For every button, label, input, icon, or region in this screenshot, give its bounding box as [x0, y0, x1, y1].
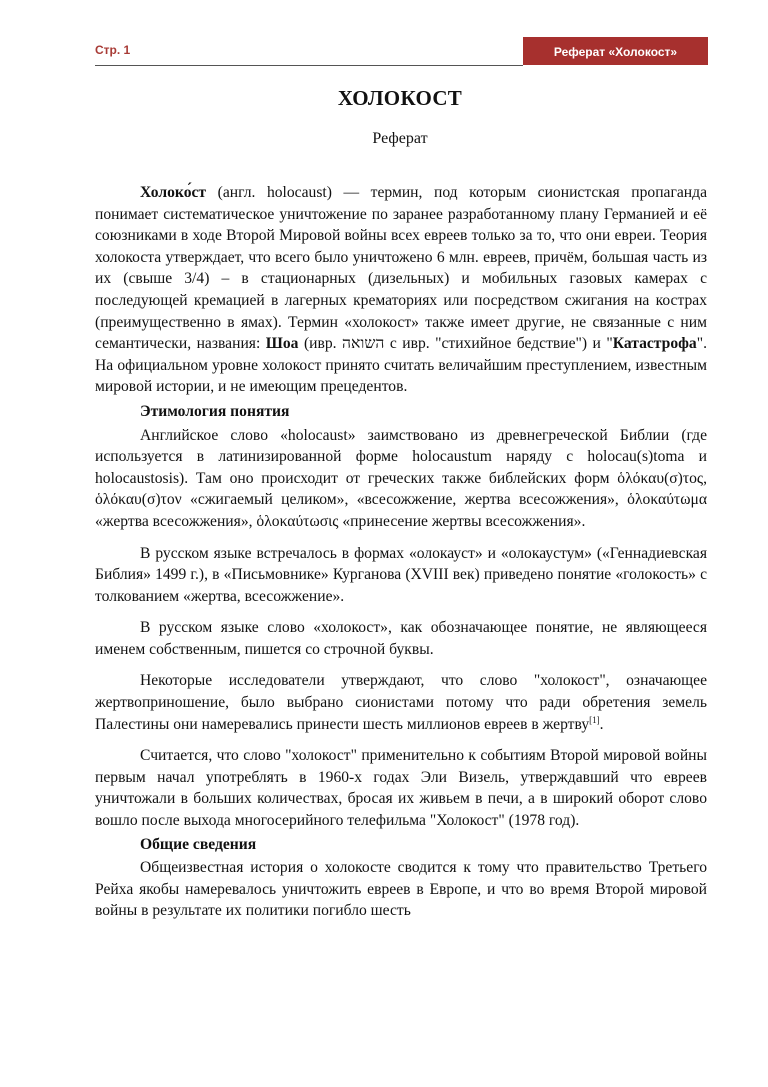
etymology-heading: Этимология понятия: [140, 402, 290, 420]
etymology-paragraph-4: [95, 670, 707, 735]
etymology-paragraph-4-text: Некоторые исследователи утверждают, что слово "холокост", означающее жертвоприношение, было выбрано сионистами потому что ради обретения земель Палестины они намеревались принести шесть миллионов евреев в жертву: [95, 672, 707, 733]
general-heading: Общие сведения: [140, 835, 257, 853]
intro-text-3: с ивр. "стихийное бедствие") и ": [384, 335, 613, 353]
document-title-badge: Реферат «Холокост»: [523, 37, 708, 65]
term-holocaust: Холоко́ст: [140, 184, 207, 201]
etymology-paragraph-5: Считается, что слово "холокост" применительно к событиям Второй мировой войны первым начал употреблять в 1960-х годах Эли Визель, утверждавший что евреев уничтожали в больших количествах, бросая их живьем в печи, а в широкий оборот слово вошло после выхода многосерийного телефильма "Холокост" (1978 год).: [95, 747, 707, 830]
footnote-reference[interactable]: [1]: [589, 714, 600, 725]
page-subtitle: Реферат: [372, 130, 428, 147]
hebrew-word: השואה: [342, 335, 385, 353]
page-title: ХОЛОКОСТ: [337, 86, 463, 110]
etymology-paragraph-3: В русском языке слово «холокост», как обозначающее понятие, не являющееся именем собственным, пишется со строчной буквы.: [95, 619, 707, 658]
etymology-paragraph-2: В русском языке встречалось в формах «олокауст» и «олокаустум» («Геннадиевская Библия» 1499 г.), в «Письмовнике» Курганова (XVIII век) приведено понятие «голокость» с толкованием «жертва, всесожжение».: [95, 544, 707, 605]
intro-text-1: (англ. holocaust) — термин, под которым сионистская пропаганда понимает систематическое уничтожение по заранее разработанному плану Германией и её союзниками в ходе Второй Мировой войны всех евреев только за то, что они евреи. Теория холокоста утверждает, что всего было уничтожено 6 млн. евреев, причём, большая часть из их (свыше 3/4) – в стационарных (дизельных) и мобильных газовых камерах с последующей кремацией в лагерных крематориях или посредством сжигания на кострах (преимущественно в ямах). Термин «холокост» также имеет другие, не связанные с ним семантически, названия:: [95, 184, 707, 353]
header-divider: [95, 65, 523, 66]
general-paragraph-1: Общеизвестная история о холокосте сводится к тому что правительство Третьего Рейха якобы намеревалось уничтожить евреев в Европе, и что во время Второй мировой войны в результате их политики погибло шесть: [95, 859, 707, 920]
page-number: Стр. 1: [95, 43, 131, 57]
term-shoah: Шоа: [265, 335, 299, 353]
etymology-paragraph-1: Английское слово «holocaust» заимствовано из древнегреческой Библии (где используется в латинизированной форме holocaustum наряду с holocau(s)toma и holocaustosis). Там оно происходит от греческих также библейских форм ὁλόκαυ(σ)τος, ὁλόκαυ(σ)τον «сжигаемый целиком», «всесожжение, жертва всесожжения», ὁλοκαύτωμα «жертва всесожжения», ὁλοκαύτωσις «принесение жертвы всесожжения».: [95, 426, 707, 530]
intro-text-4: ". На официальном уровне холокост принято считать величайшим преступлением, известным мировой истории, и не имеющим прецедентов.: [95, 335, 707, 396]
document-body: [95, 182, 707, 922]
term-catastrophe: Катастрофа: [612, 335, 697, 353]
etymology-paragraph-4-end: .: [599, 715, 604, 733]
intro-text-2: (ивр.: [298, 335, 343, 353]
intro-paragraph: [95, 182, 707, 398]
